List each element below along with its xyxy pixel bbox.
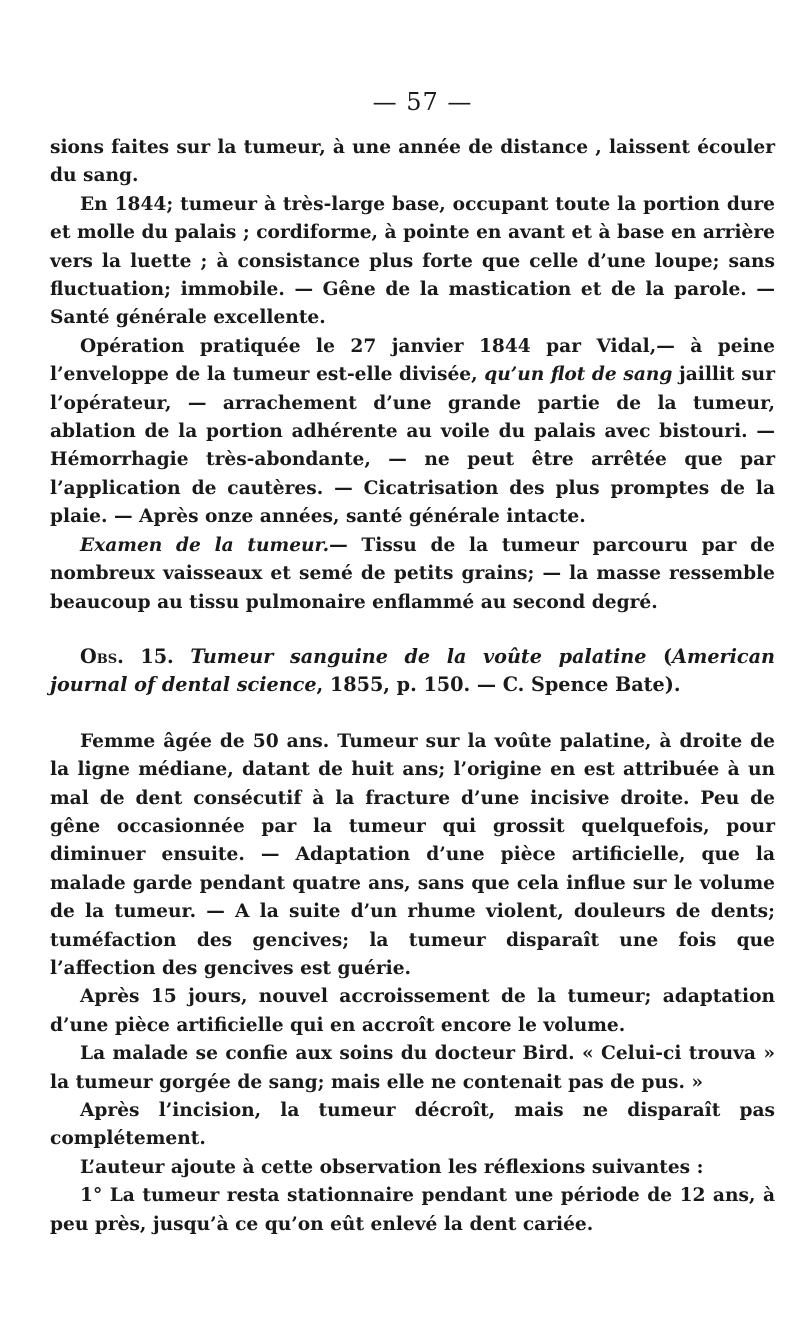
page-number: — 57 —: [372, 88, 473, 116]
spacer: [50, 700, 775, 728]
operation-text-a: Opération pratiquée le 27 janvier 1844 par Vidal,— à peine l’enveloppe de la tumeur est-elle divisée,: [50, 335, 775, 386]
observation-label: Obs. 15.: [80, 644, 174, 668]
observation-source-rest: , 1855, p. 150. — C. Spence Bate).: [316, 673, 681, 697]
spacer: [50, 617, 775, 643]
fifteen-days-text: Après 15 jours, nouvel accroissement de la tumeur; adaptation d’une pièce artificielle qui en accroît encore le volume.: [50, 986, 775, 1036]
reflexion-1-text: 1° La tumeur resta stationnaire pendant une période de 12 ans, à peu près, jusqu’à ce qu’on eût enlevé la dent cariée.: [50, 1185, 775, 1235]
bird-text: La malade se confie aux soins du docteur Bird. « Celui-ci trouva » la tumeur gorgée de sang; mais elle ne contenait pas de pus. »: [50, 1043, 775, 1093]
paragraph-patient: [50, 728, 775, 984]
paragraph-1844: [50, 191, 775, 333]
paragraph-operation: [50, 333, 775, 532]
observation-source-journal: American journal of dental science: [50, 644, 775, 697]
paragraph-examen: [50, 532, 775, 617]
observation-heading: [50, 643, 775, 700]
paragraph-incision: [50, 1097, 775, 1154]
observation-source-open: (: [646, 644, 673, 668]
continuation-paragraph: sions faites sur la tumeur, à une année de distance , laissent écouler du sang.: [50, 137, 775, 187]
observation-title: Tumeur sanguine de la voûte palatine: [190, 644, 647, 668]
incision-text: Après l’incision, la tumeur décroît, mais ne disparaît pas complétement.: [50, 1100, 775, 1150]
paragraph-auteur: [50, 1154, 775, 1182]
document-page: [50, 88, 775, 1239]
paragraph-15-jours: [50, 983, 775, 1040]
paragraph-1844-text: En 1844; tumeur à très-large base, occupant toute la portion dure et molle du palais ; cordiforme, à pointe en avant et à base en arrière vers la luette ; à consistance plus forte que celle d’une loupe; sans fluctuation; immobile. — Gêne de la mastication et de la parole. — Santé générale excellente.: [50, 193, 775, 329]
operation-text-b: jaillit sur l’opérateur, — arrachement d’une grande partie de la tumeur, ablation de la portion adhérente au voile du palais avec bistouri. — Hémorrhagie très-abondante, — ne peut être arrêtée que par l’application de cautères. — Cicatrisation des plus promptes de la plaie. — Après onze années, santé générale intacte.: [50, 364, 776, 528]
paragraph-bird: [50, 1040, 775, 1097]
examen-heading: Examen de la tumeur.: [80, 534, 330, 556]
examen-text: — Tissu de la tumeur parcouru par de nombreux vaisseaux et semé de petits grains; — la masse ressemble beaucoup au tissu pulmonaire enflammé au second degré.: [50, 534, 775, 613]
patient-text: Femme âgée de 50 ans. Tumeur sur la voûte palatine, à droite de la ligne médiane, datant de huit ans; l’origine en est attribuée à un mal de dent consécutif à la fracture d’une incisive droite. Peu de gêne occasionnée par la tumeur qui grossit quelquefois, pour diminuer ensuite. — Adaptation d’une pièce artificielle, que la malade garde pendant quatre ans, sans que cela influe sur le volume de la tumeur. — A la suite d’un rhume violent, douleurs de dents; tuméfaction des gencives; la tumeur disparaît une fois que l’affection des gencives est guérie.: [50, 730, 775, 979]
paragraph-reflexion-1: [50, 1182, 775, 1239]
auteur-text: L’auteur ajoute à cette observation les réflexions suivantes :: [80, 1156, 704, 1178]
operation-italic: qu’un flot de sang: [484, 364, 673, 386]
